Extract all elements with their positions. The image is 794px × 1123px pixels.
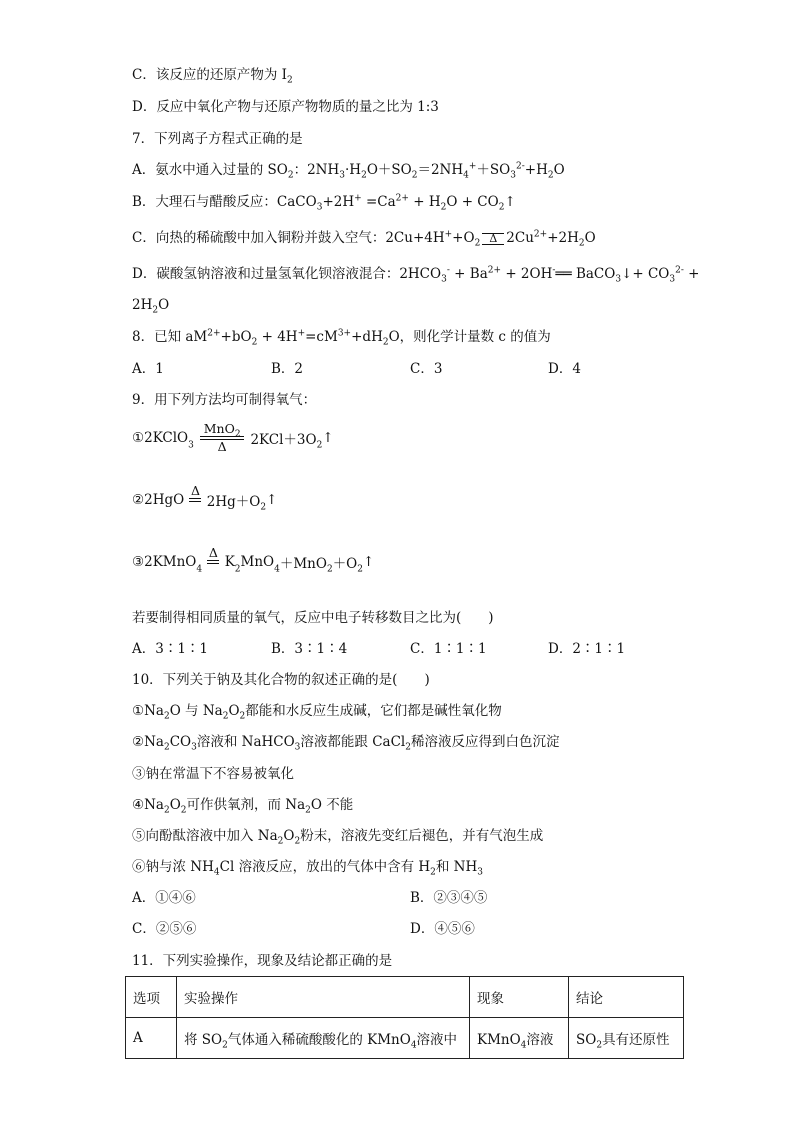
reaction-condition: MnO$_2$ Δ	[200, 422, 244, 454]
header-conclusion: 结论	[569, 977, 684, 1018]
reaction-condition: Δ	[189, 484, 201, 516]
header-option: 选项	[126, 977, 177, 1018]
q10-statement-2: $②Na_2CO_3$溶液和 NaHCO$_3$溶液都能跟 CaCl$_2$稀溶液反应得到白色沉淀	[132, 734, 560, 753]
question-9: 9．用下列方法均可制得氧气：	[132, 392, 317, 408]
table-header-row	[126, 977, 684, 1018]
q9-option-c[interactable]: C．1∶1∶1	[410, 641, 487, 657]
q9-prompt: 若要制得相同质量的氧气，反应中电子转移数目之比为( )	[132, 610, 494, 626]
header-phenomenon: 现象	[470, 977, 569, 1018]
q7-option-d-cont: $2H_2O$	[132, 297, 170, 316]
q10-option-d[interactable]: D．④⑤⑥	[410, 921, 475, 937]
table-row	[126, 1018, 684, 1059]
q8-option-b[interactable]: B．2	[271, 361, 304, 377]
q9-option-b[interactable]: B．3∶1∶4	[271, 641, 348, 657]
q7-option-b: B．大理石与醋酸反应：CaCO$_3$+2H+ $=Ca^{2+} + H_2O$ + $CO_2↑$	[132, 193, 516, 213]
q9-option-d[interactable]: D．2∶1∶1	[548, 641, 626, 657]
q10-statement-3: ③钠在常温下不容易被氧化	[132, 766, 294, 782]
question-10: 10．下列关于钠及其化合物的叙述正确的是( )	[132, 672, 430, 688]
q9-option-a[interactable]: A．3∶1∶1	[132, 641, 209, 657]
q10-option-b[interactable]: B．②③④⑤	[410, 890, 488, 906]
cell-conclusion: $SO_2$具有还原性	[569, 1018, 684, 1059]
q10-statement-5: ⑤向酚酞溶液中加入 $Na_2O_2$粉末，溶液先变红后褪色，并有气泡生成	[132, 828, 544, 847]
q7-option-a: A．氨水中通入过量的 $SO_2$：$2NH_3\cdot H_2O+SO_2=2NH_4^++SO_3^{2-}+H_2O$	[132, 161, 565, 181]
header-operation: 实验操作	[177, 977, 470, 1018]
option-d-line: D．反应中氧化产物与还原产物物质的量之比为 1:3	[132, 99, 439, 115]
q10-statement-1: $①Na_2O$ 与 $Na_2O_2$都能和水反应生成碱，它们都是碱性氧化物	[132, 703, 502, 722]
q8-option-d[interactable]: D．4	[548, 361, 581, 377]
question-11: 11．下列实验操作，现象及结论都正确的是	[132, 953, 393, 969]
q10-option-c[interactable]: C．②⑤⑥	[132, 921, 197, 937]
q10-option-a[interactable]: A．①④⑥	[132, 890, 196, 906]
cell-phenomenon: KMnO$_4$溶液	[470, 1018, 569, 1059]
equation-1: ①2KClO$_3$ MnO$_2$ Δ $2KCl+3O_2↑$	[132, 421, 334, 454]
question-8: 8．已知 $aM^{2+}+bO_2 + 4H^+=cM^{3+}+dH_2O$，则化学计量数 c 的值为	[132, 328, 551, 348]
reaction-condition: Δ	[207, 546, 219, 578]
q7-option-d: D．碳酸氢钠溶液和过量氢氧化钡溶液混合：$2HCO_3^- + Ba^{2+}$ + 2OH-══ BaCO$_3$↓+ $CO_3^{2-}$ +	[132, 265, 700, 285]
equation-3: ③2KMnO$_4$ Δ $K_2MnO_4+MnO_2+O_2↑$	[132, 546, 374, 578]
q8-option-c[interactable]: C．3	[410, 361, 443, 377]
heat-delta-icon: Δ	[482, 233, 504, 245]
cell-option: A	[126, 1018, 177, 1059]
equation-2: ②2HgO Δ $2Hg+O_2↑$	[132, 484, 277, 516]
q7-option-c: C．向热的稀硫酸中加入铜粉并鼓入空气：$2Cu+4H^++O_2$ Δ $2Cu^{2+}+2H_2O$	[132, 229, 596, 249]
q8-option-a[interactable]: A．1	[132, 361, 164, 377]
experiment-table	[125, 976, 684, 1059]
cell-operation: 将 $SO_2$气体通入稀硫酸酸化的 KMnO$_4$溶液中	[177, 1018, 470, 1059]
q10-statement-6: ⑥钠与浓 $NH_4Cl$ 溶液反应，放出的气体中含有 $H_2$和 $NH_3$	[132, 859, 483, 878]
question-7: 7．下列离子方程式正确的是	[132, 131, 303, 147]
q10-statement-4: $④Na_2O_2$可作供氧剂，而 $Na_2O$ 不能	[132, 797, 354, 816]
option-c-line: C．该反应的还原产物为 $I_2$	[132, 67, 293, 86]
